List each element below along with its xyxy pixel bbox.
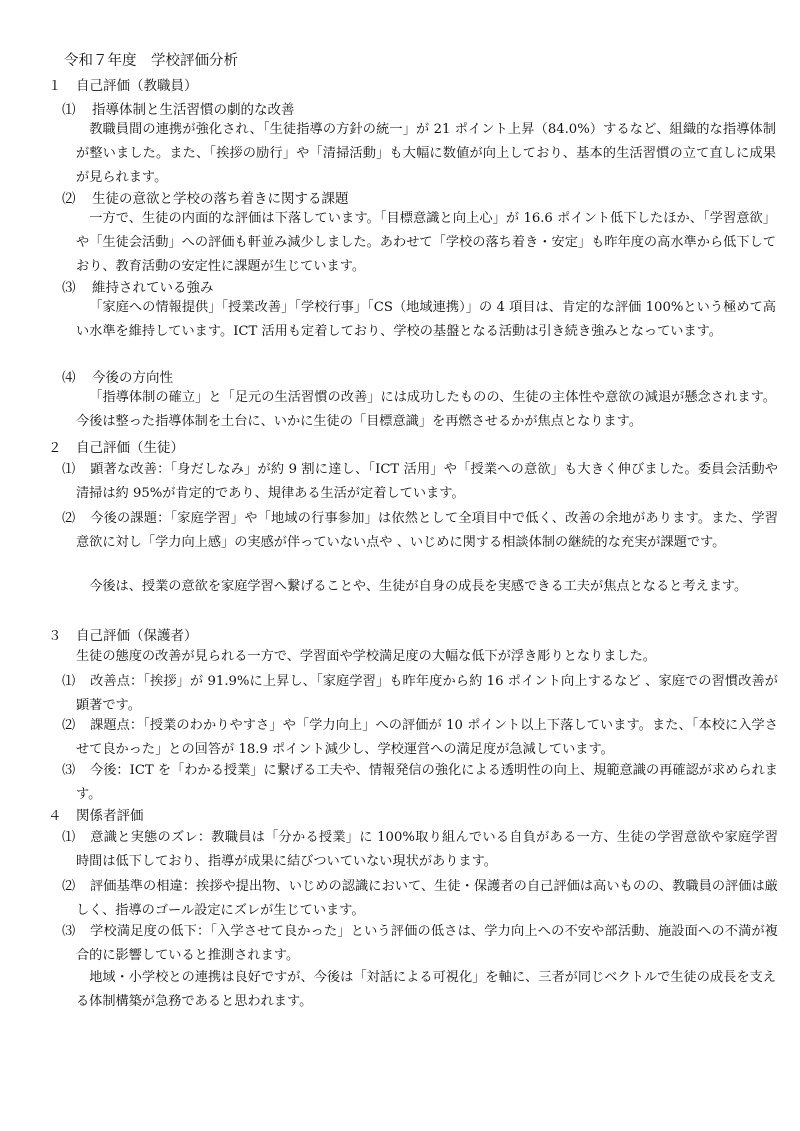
subsection-title: 指導体制と生活習慣の劇的な改善 [92, 102, 295, 118]
subsection-1-3-heading [62, 280, 214, 298]
item-number: ⑵ [62, 511, 76, 526]
paragraph: 教職員間の連携が強化され、「生徒指導の方針の統一」が 21 ポイント上昇（84.0%）するなど、組織的な指導体制が整いました。また、「挨拶の励行」や「清掃活動」も大幅に数値が向上しており、基本的生活習慣の立て直しに成果が見られます。 [76, 122, 776, 185]
item-text: 学校満足度の低下：「入学させて良かった」という評価の低さは、学力向上への不安や部活動、施設面への不満が複合的に影響していると推測されます。 [76, 924, 778, 963]
section-number: ３ [48, 628, 62, 644]
item-text: 顕著な改善：「身だしなみ」が約 9 割に達し、「ICT 活用」や「授業への意欲」も大きく伸びました。委員会活動や清掃は約 95%が肯定的であり、規律ある生活が定着しています。 [76, 462, 778, 501]
section-4-heading [48, 808, 144, 826]
list-item [62, 507, 778, 555]
paragraph: 生徒の態度の改善が見られる一方で、学習面や学校満足度の大幅な低下が浮き彫りとなりました。 [76, 649, 656, 664]
list-item [62, 759, 778, 807]
subsection-1-1-heading [62, 102, 295, 120]
item-text: 改善点：「挨拶」が 91.9%に上昇し、「家庭学習」も昨年度から約 16 ポイント向上するなど 、家庭での習慣改善が顕著です。 [76, 674, 778, 713]
paragraph: 一方で、生徒の内面的な評価は下落しています。「目標意識と向上心」が 16.6 ポイント低下したほか、「学習意欲」や「生徒会活動」への評価も軒並み減少しました。あわせて「学校の落ち着き・安定」も昨年度の高水準から低下しており、教育活動の安定性に課題が生じています。 [76, 211, 776, 274]
item-text: 課題点：「授業のわかりやすさ」や「学力向上」への評価が 10 ポイント以上下落しています。また、「本校に入学させて良かった」との回答が 18.9 ポイント減少し、学校運営への満足度が急減しています。 [76, 718, 778, 757]
section-1-heading [48, 78, 198, 96]
paragraph: 「家庭への情報提供」「授業改善」「学校行事」「CS（地域連携）」の 4 項目は、肯定的な評価 100%という極めて高い水準を維持しています。ICT 活用も定着しており、学校の基盤となる活動は引き続き強みとなっています。 [76, 300, 776, 339]
item-number: ⑴ [62, 462, 76, 477]
item-text: 意識と実態のズレ：教職員は「分かる授業」に 100%取り組んでいる自負がある一方、生徒の学習意欲や家庭学習時間は低下しており、指導が成果に結びついていない現状があります。 [76, 830, 778, 869]
section-title: 自己評価（保護者） [76, 628, 198, 644]
item-text: 評価基準の相違：挨拶や提出物、いじめの認識において、生徒・保護者の自己評価は高いものの、教職員の評価は厳しく、指導のゴール設定にズレが生じています。 [76, 879, 778, 918]
subsection-1-2-heading [62, 191, 349, 209]
item-number: ⑵ [62, 879, 76, 894]
paragraph: 今後は、授業の意欲を家庭学習へ繋げることや、生徒が自身の成長を実感できる工夫が焦点となると考えます。 [89, 579, 748, 594]
section-3-heading [48, 628, 198, 646]
section-number: １ [48, 78, 62, 94]
list-item [62, 670, 778, 718]
subsection-1-4-heading [62, 370, 173, 388]
subsection-number: ⑷ [62, 370, 76, 386]
subsection-number: ⑵ [62, 191, 76, 207]
list-item [62, 714, 778, 762]
document-title: 令和７年度 学校評価分析 [64, 53, 238, 69]
item-number: ⑴ [62, 674, 76, 689]
section-title: 自己評価（生徒） [76, 440, 184, 456]
item-text: 今後の課題：「家庭学習」や「地域の行事参加」は依然として全項目中で低く、改善の余地があります。また、学習意欲に対し「学力向上感」の実感が伴っていない点や 、いじめに関する相談体制の継続的な充実が課題です。 [76, 511, 778, 550]
subsection-title: 維持されている強み [92, 280, 214, 296]
item-number: ⑴ [62, 830, 76, 845]
section-2-heading [48, 440, 184, 458]
list-item [62, 458, 778, 506]
list-item [62, 920, 778, 968]
item-number: ⑵ [62, 718, 76, 733]
list-item [62, 826, 778, 874]
item-number: ⑶ [62, 763, 76, 778]
subsection-title: 今後の方向性 [92, 370, 173, 386]
paragraph: 地域・小学校との連携は良好ですが、今後は「対話による可視化」を軸に、三者が同じベクトルで生徒の成長を支える体制構築が急務であると思われます。 [76, 970, 776, 1009]
subsection-number: ⑴ [62, 102, 76, 118]
subsection-number: ⑶ [62, 280, 76, 296]
section-title: 関係者評価 [76, 808, 144, 824]
item-text: 今後：ICT を「わかる授業」に繋げる工夫や、情報発信の強化による透明性の向上、規範意識の再確認が求められます。 [76, 763, 778, 802]
list-item [62, 875, 778, 923]
section-number: ４ [48, 808, 62, 824]
paragraph: 「指導体制の確立」と「足元の生活習慣の改善」には成功したものの、生徒の主体性や意欲の減退が懸念されます。今後は整った指導体制を土台に、いかに生徒の「目標意識」を再燃させるかが焦点となります。 [76, 390, 776, 429]
section-title: 自己評価（教職員） [76, 78, 198, 94]
subsection-title: 生徒の意欲と学校の落ち着きに関する課題 [92, 191, 349, 207]
section-number: ２ [48, 440, 62, 456]
item-number: ⑶ [62, 924, 76, 939]
